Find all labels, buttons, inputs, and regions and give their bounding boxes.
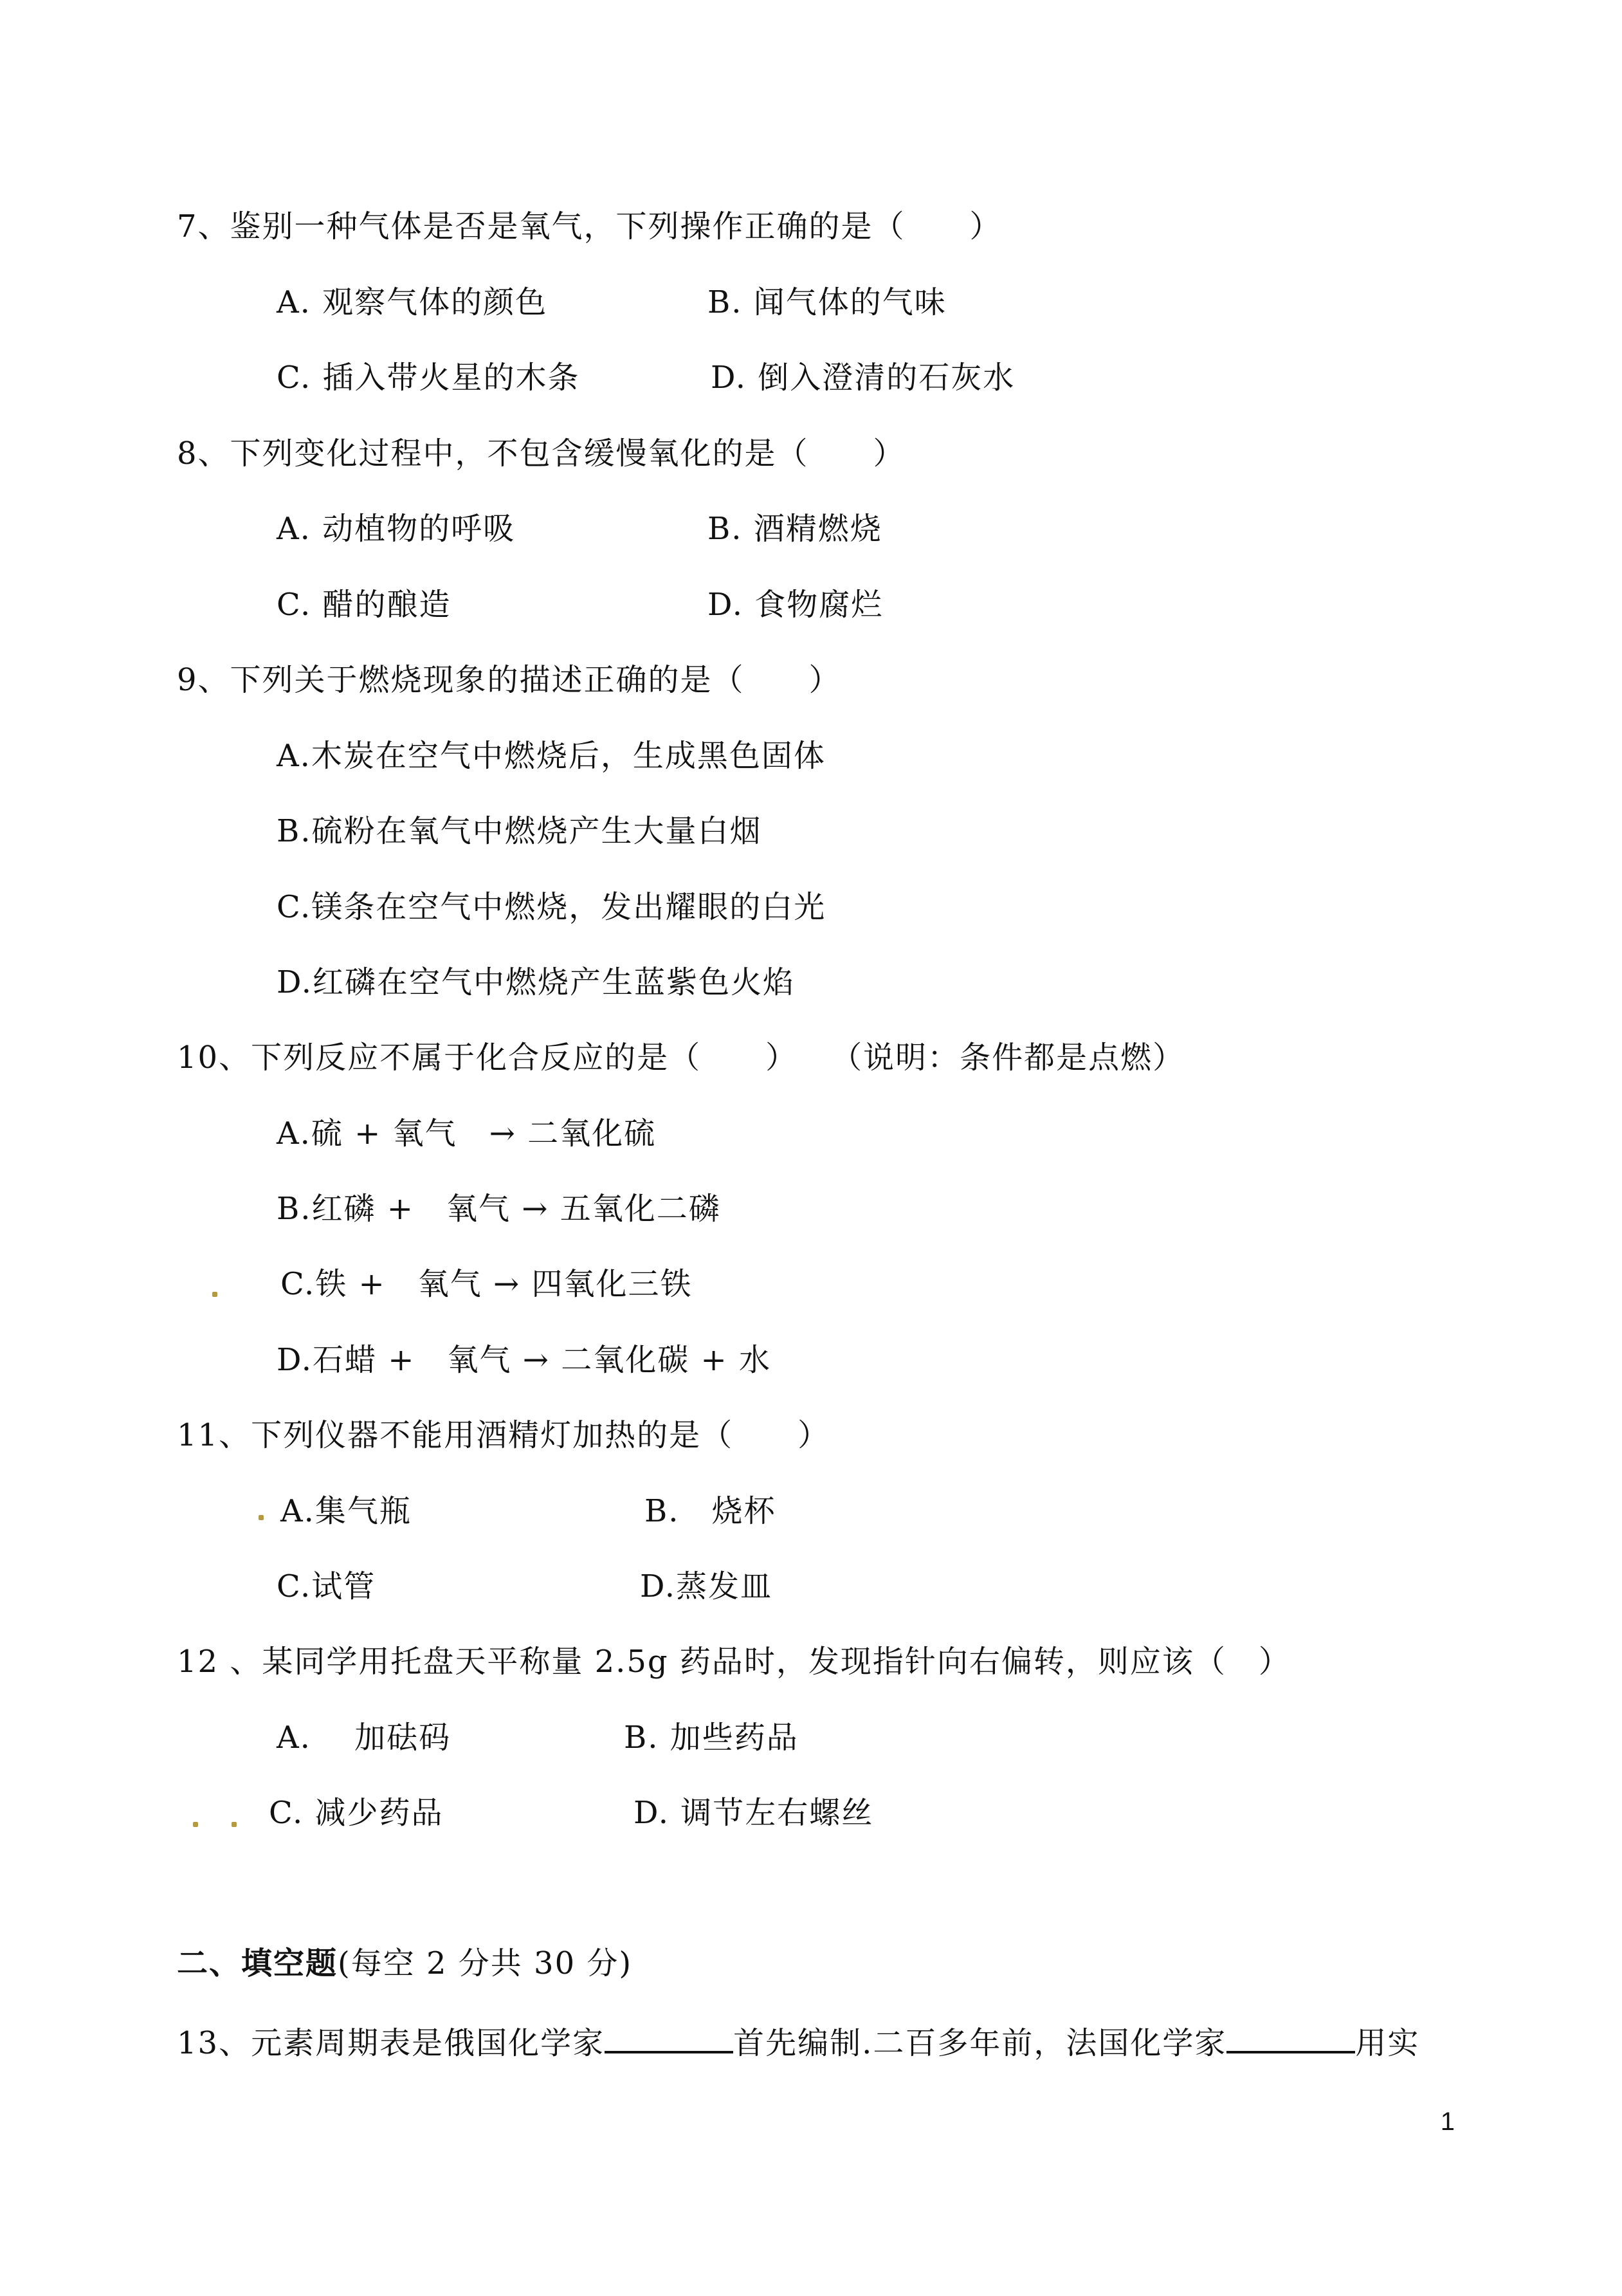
- q9-option-a: A.木炭在空气中燃烧后，生成黑色固体: [277, 738, 826, 774]
- q13-text-1: 13、元素周期表是俄国化学家: [177, 2025, 605, 2061]
- q8-stem: 8、下列变化过程中，不包含缓慢氧化的是（ ）: [177, 436, 906, 472]
- q10-option-b: B.红磷 + 氧气 → 五氧化二磷: [277, 1191, 721, 1227]
- ink-speck: [232, 1822, 237, 1827]
- q10-stem: 10、下列反应不属于化合反应的是（ ） （说明：条件都是点燃）: [177, 1040, 1185, 1076]
- q7-option-d: D. 倒入澄清的石灰水: [711, 360, 1016, 396]
- q12-option-b: B. 加些药品: [624, 1720, 799, 1756]
- q11-option-c: C.试管: [277, 1568, 376, 1604]
- q9-stem: 9、下列关于燃烧现象的描述正确的是（ ）: [177, 662, 841, 698]
- q11-option-a: A.集气瓶: [280, 1493, 412, 1529]
- q8-option-c: C. 醋的酿造: [277, 587, 451, 623]
- q12-option-a: A. 加砝码: [277, 1720, 451, 1756]
- q9-option-b: B.硫粉在氧气中燃烧产生大量白烟: [277, 813, 762, 849]
- section-score-note: (每空 2 分共 30 分): [338, 1945, 633, 1981]
- q10-option-a: A.硫 + 氧气 → 二氧化硫: [277, 1116, 657, 1152]
- q9-option-c: C.镁条在空气中燃烧，发出耀眼的白光: [277, 889, 826, 925]
- ink-speck: [259, 1515, 264, 1520]
- q7-option-a: A. 观察气体的颜色: [277, 284, 548, 320]
- q11-stem: 11、下列仪器不能用酒精灯加热的是（ ）: [177, 1417, 830, 1453]
- section-heading: [177, 1944, 632, 1983]
- q12-stem: 12 、某同学用托盘天平称量 2.5g 药品时，发现指针向右偏转，则应该（ ）: [177, 1644, 1291, 1680]
- q12-option-c: C. 减少药品: [269, 1795, 444, 1831]
- q10-option-c: C.铁 + 氧气 → 四氧化三铁: [280, 1266, 693, 1302]
- answer-blank-2[interactable]: [1226, 2020, 1355, 2053]
- q7-option-c: C. 插入带火星的木条: [277, 360, 580, 396]
- ink-speck: [212, 1292, 217, 1297]
- q7-stem: 7、鉴别一种气体是否是氧气，下列操作正确的是（ ）: [177, 208, 1002, 244]
- q11-option-b: B. 烧杯: [644, 1493, 776, 1529]
- q10-option-d: D.石蜡 + 氧气 → 二氧化碳 + 水: [277, 1342, 771, 1378]
- q11-option-d: D.蒸发皿: [640, 1568, 773, 1604]
- q12-option-d: D. 调节左右螺丝: [633, 1795, 874, 1831]
- q8-option-b: B. 酒精燃烧: [707, 511, 882, 547]
- q8-option-d: D. 食物腐烂: [707, 587, 884, 623]
- section-title: 二、填空题: [177, 1945, 338, 1981]
- page-number: 1: [1440, 2108, 1455, 2136]
- q13-text-3: 用实: [1355, 2025, 1420, 2061]
- ink-speck: [193, 1822, 198, 1827]
- q8-option-a: A. 动植物的呼吸: [277, 511, 516, 547]
- answer-blank-1[interactable]: [605, 2020, 733, 2053]
- q13-stem: [177, 2020, 1419, 2062]
- q13-text-2: 首先编制.二百多年前，法国化学家: [733, 2025, 1227, 2061]
- q7-option-b: B. 闻气体的气味: [707, 284, 947, 320]
- q9-option-d: D.红磷在空气中燃烧产生蓝紫色火焰: [277, 964, 796, 1000]
